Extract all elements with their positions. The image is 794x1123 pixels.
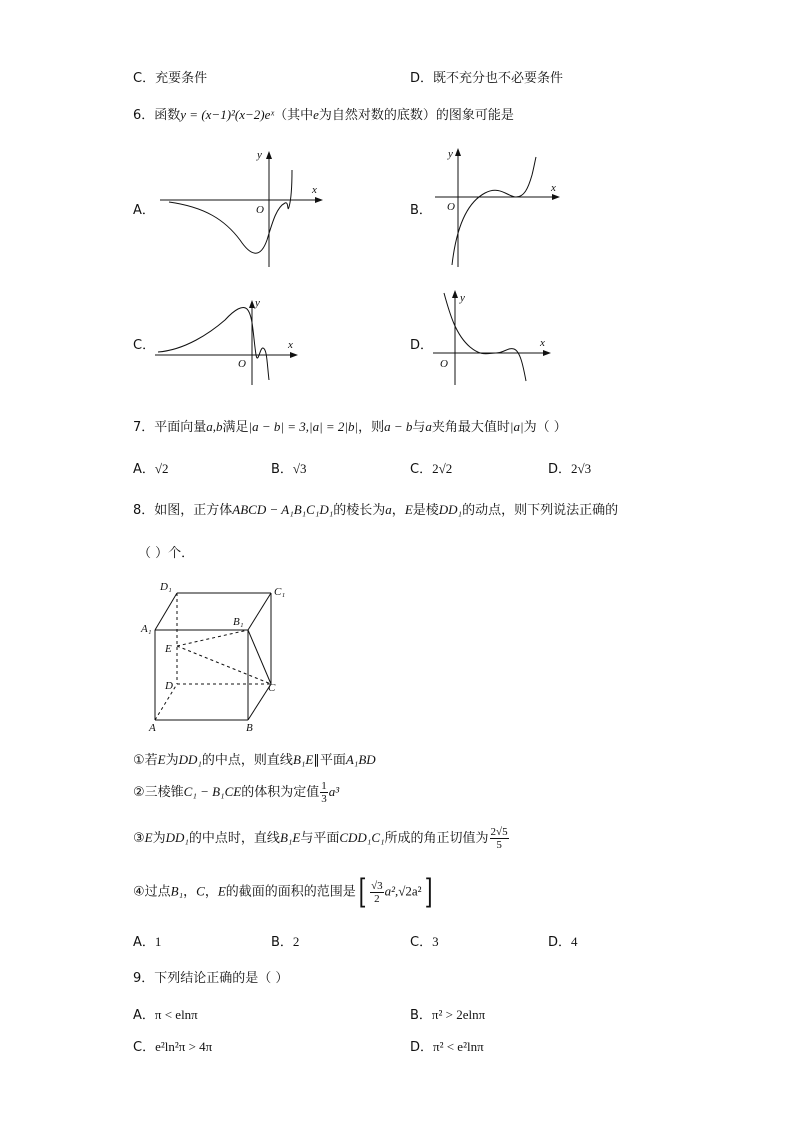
svg-text:O: O	[447, 201, 455, 213]
svg-text:y: y	[460, 292, 465, 304]
q6-graph-a	[155, 145, 325, 270]
q7-option-a: A．√2	[133, 461, 169, 477]
svg-text:B: B	[246, 722, 253, 734]
q8-option-d: D．4	[548, 934, 578, 950]
q7-option-b: B．√3	[271, 461, 307, 477]
q6-label-a: A．	[133, 203, 155, 218]
q6-label-b: B．	[410, 203, 432, 218]
q8-option-b: B．2	[271, 934, 300, 950]
q7-option-c: C．2√2	[410, 461, 453, 477]
q8-stem-line1: 8．如图，正方体ABCD − A₁B₁C₁D₁的棱长为a，E是棱DD₁的动点，则下列说法正确的	[133, 502, 619, 518]
svg-text:O: O	[440, 358, 448, 370]
q9-stem: 9．下列结论正确的是（ ）	[133, 971, 289, 986]
q6-formula: y = (x−1)²(x−2)eˣ	[180, 107, 275, 122]
q5-option-d: D．既不充分也不必要条件	[410, 71, 564, 86]
q9-option-a: A．π < elnπ	[133, 1007, 198, 1023]
q8-statement-4: ④过点B₁，C，E的截面的面积的范围是[ $\frac{√3}{2}$ a²,√2a²]	[133, 872, 433, 912]
q6-label-d: D．	[410, 338, 434, 353]
q6-label-c: C．	[133, 338, 156, 353]
q7-stem: 7．平面向量a,b满足|a − b| = 3,|a| = 2|b|，则a − b与a夹角最大值时|a|为（ ）	[133, 419, 567, 435]
q8-option-a: A．1	[133, 934, 162, 950]
q8-option-c: C．3	[410, 934, 439, 950]
svg-text:x: x	[288, 339, 293, 351]
svg-text:y: y	[448, 148, 453, 160]
q9-option-b: B．π² > 2elnπ	[410, 1007, 486, 1023]
svg-text:D: D	[165, 680, 173, 692]
svg-text:x: x	[540, 337, 545, 349]
q6-graph-c	[155, 285, 305, 395]
svg-text:E: E	[165, 643, 172, 655]
q9-option-c: C．e²ln²π > 4π	[133, 1039, 213, 1055]
q7-option-d: D．2√3	[548, 461, 592, 477]
svg-text:C: C	[268, 682, 276, 694]
svg-text:B₁: B₁	[233, 616, 244, 628]
svg-text:O: O	[238, 358, 246, 370]
q5-option-c: C．充要条件	[133, 71, 208, 86]
svg-text:x: x	[312, 184, 317, 196]
q8-cube-figure	[140, 578, 300, 738]
svg-text:y: y	[255, 297, 260, 309]
svg-text:x: x	[551, 182, 556, 194]
svg-text:O: O	[256, 204, 264, 216]
svg-text:A₁: A₁	[141, 623, 152, 635]
q9-option-d: D．π² < e²lnπ	[410, 1039, 484, 1055]
q6-stem: 6．函数y = (x−1)²(x−2)eˣ（其中e为自然对数的底数）的图象可能是	[133, 107, 514, 123]
q8-statement-3: ③E为DD₁的中点时，直线B₁E与平面CDD₁C₁所成的角正切值为 $\frac{2√5}{5}$	[133, 826, 508, 851]
svg-text:A: A	[149, 722, 156, 734]
q8-stem-line2: （ ）个．	[138, 546, 195, 561]
q6-graph-b	[430, 145, 570, 270]
q8-statement-1: ①若E为DD₁的中点，则直线B₁E∥平面A₁BD	[133, 752, 376, 768]
svg-text:D₁: D₁	[160, 581, 172, 593]
q8-statement-2: ②三棱锥C₁ − B₁CE的体积为定值 $\frac{1}{3}$ a³	[133, 780, 340, 805]
svg-text:C₁: C₁	[274, 586, 286, 598]
q6-graph-d	[430, 285, 560, 395]
svg-text:y: y	[257, 149, 262, 161]
